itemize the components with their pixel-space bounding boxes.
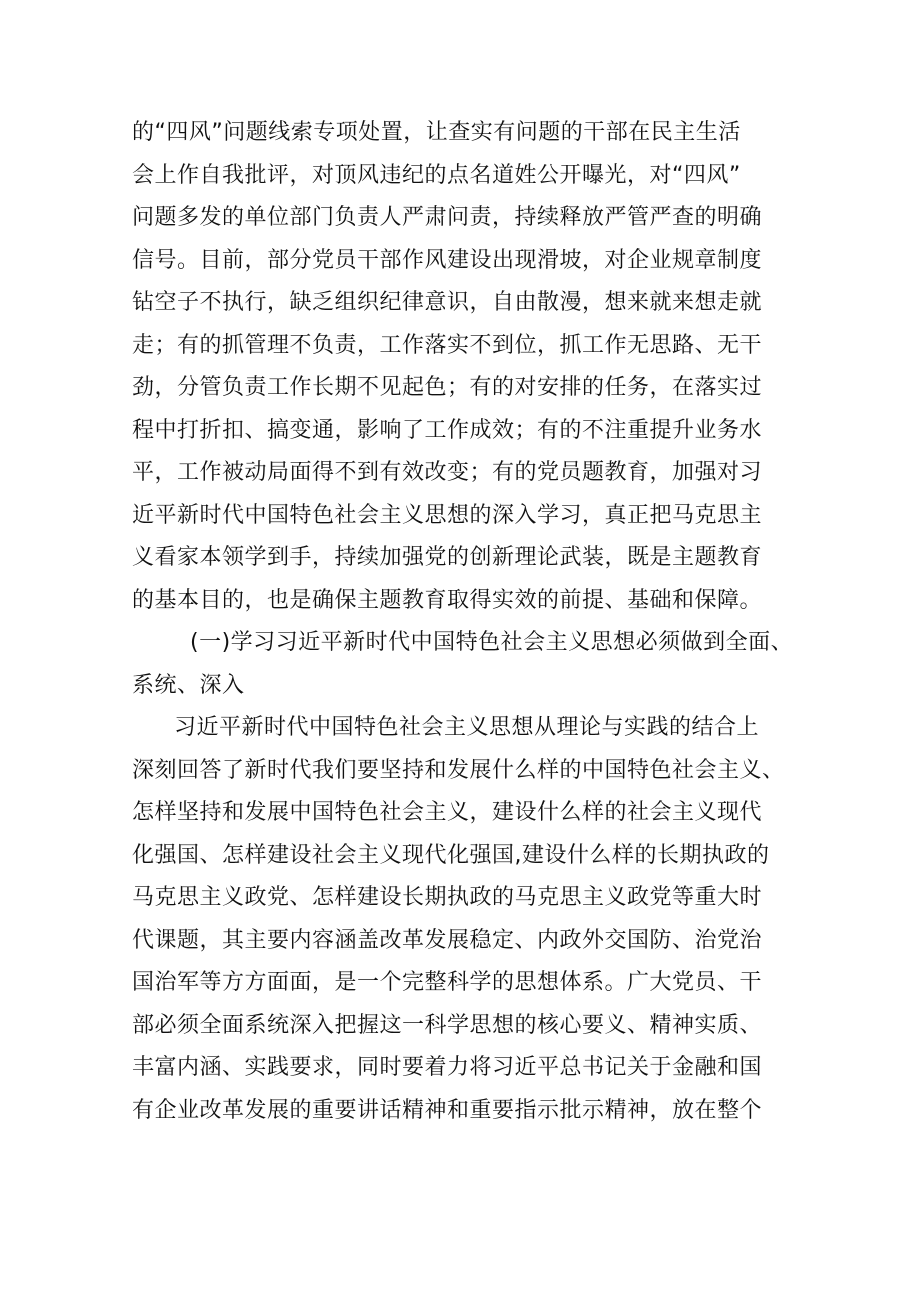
text-line: 平，工作被动局面得不到有效改变；有的党员题教育，加强对习 — [132, 460, 763, 485]
text-line: 的基本目的，也是确保主题教育取得实效的前提、基础和保障。 — [132, 587, 763, 613]
text-line: 近平新时代中国特色社会主义思想的深入学习，真正把马克思主 — [132, 502, 763, 528]
text-line: 马克思主义政党、怎样建设长期执政的马克思主义政党等重大时 — [132, 885, 763, 910]
document-page — [132, 112, 792, 1132]
text-line: 代课题，其主要内容涵盖改革发展稳定、内政外交国防、治党治 — [132, 927, 763, 953]
paragraph-four-winds — [132, 112, 792, 622]
text-line: 的“四风”问题线索专项处置，让查实有问题的干部在民主生活 — [132, 120, 741, 145]
heading-line: (一)学习习近平新时代中国特色社会主义思想必须做到全面、 — [190, 630, 794, 655]
text-line: 国治军等方方面面，是一个完整科学的思想体系。广大党员、干 — [132, 970, 763, 995]
section-heading — [132, 622, 792, 707]
text-line: 信号。目前，部分党员干部作风建设出现滑坡，对企业规章制度 — [132, 247, 763, 273]
text-line: 劲，分管负责工作长期不见起色；有的对安排的任务，在落实过 — [132, 375, 763, 400]
text-line: 义看家本领学到手，持续加强党的创新理论武装，既是主题教育 — [132, 545, 763, 570]
text-line: 钻空子不执行，缺乏组织纪律意识，自由散漫，想来就来想走就 — [132, 290, 763, 315]
text-line: 问题多发的单位部门负责人严肃问责，持续释放严管严查的明确 — [132, 205, 763, 230]
text-line: 走；有的抓管理不负责，工作落实不到位，抓工作无思路、无干 — [132, 332, 763, 358]
text-line: 化强国、怎样建设社会主义现代化强国,建设什么样的长期执政的 — [132, 842, 770, 868]
text-line: 深刻回答了新时代我们要坚持和发展什么样的中国特色社会主义、 — [132, 757, 785, 783]
text-line: 丰富内涵、实践要求，同时要着力将习近平总书记关于金融和国 — [132, 1055, 763, 1080]
text-line: 程中打折扣、搞变通，影响了工作成效；有的不注重提升业务水 — [132, 417, 763, 443]
text-line: 部必须全面系统深入把握这一科学思想的核心要义、精神实质、 — [132, 1012, 763, 1038]
text-line: 有企业改革发展的重要讲话精神和重要指示批示精神，放在整个 — [132, 1097, 763, 1123]
text-line: 怎样坚持和发展中国特色社会主义，建设什么样的社会主义现代 — [132, 800, 763, 825]
heading-line: 系统、深入 — [132, 672, 245, 698]
text-line: 习近平新时代中国特色社会主义思想从理论与实践的结合上 — [174, 715, 760, 740]
paragraph-xi-thought — [132, 707, 792, 1132]
text-line: 会上作自我批评，对顶风违纪的点名道姓公开曝光，对“四风” — [132, 162, 741, 188]
